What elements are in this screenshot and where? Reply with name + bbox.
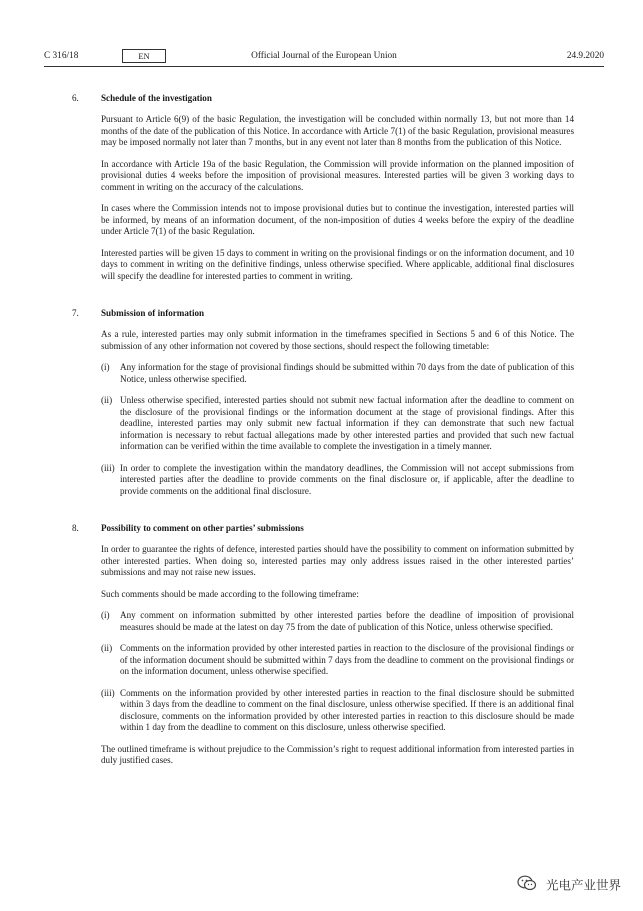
list-item-number: (iii) <box>101 687 115 698</box>
list-item-text: Comments on the information provided by other interested parties in reaction to the final disclosure should be submitted within 3 days from the deadline to comment on the final disclosure, unless otherwise specified. If there is an additional final disclosure, comments on the information provided by other interested parties in reaction to this disclosure should be made within 1 day from the deadline to comment on this disclosure, unless otherwise specified. <box>120 687 574 732</box>
list-item-text: Unless otherwise specified, interested parties should not submit new factual information after the deadline to comment on the disclosure of the provisional findings or the information document at the stage of provisional findings. After this deadline, interested parties may only submit new factual information if they can demonstrate that such new factual information is necessary to rebut factual allegations made by other interested parties and provided that such new factual information can be verified within the time available to complete the investigation in a timely manner. <box>120 395 574 451</box>
paragraph: In cases where the Commission intends not to impose provisional duties but to continue the investigation, interested parties will be informed, by means of an information document, of the non-imposition of duties 4 weeks before the expiry of the deadline under Article 7(1) of the basic Regulation. <box>101 203 574 236</box>
list-item-text: In order to complete the investigation within the mandatory deadlines, the Commission will not accept submissions from interested parties after the deadline to provide comments on the final disclosure or, if applicable, after the deadline to provide comments on the additional final disclosure. <box>120 462 574 496</box>
section-7 <box>44 308 574 497</box>
section-number: 8. <box>72 523 79 533</box>
list-item-text: Any comment on information submitted by other interested parties before the deadline of imposition of provisional measures should be made at the latest on day 75 from the date of publication of this Notice, unless otherwise specified. <box>120 610 574 632</box>
list-item <box>101 362 574 385</box>
paragraph: Pursuant to Article 6(9) of the basic Regulation, the investigation will be concluded within normally 13, but not more than 14 months of the date of the publication of this Notice. In accordance with Article 7(1) of the basic Regulation, provisional measures may be imposed normally not later than 7 months, but in any event not later than 8 months from the publication of this Notice. <box>101 114 574 147</box>
section-6 <box>44 93 574 282</box>
section-number: 6. <box>72 93 79 103</box>
section-title: Possibility to comment on other parties’ submissions <box>101 523 304 533</box>
list-item <box>101 463 574 498</box>
paragraph: As a rule, interested parties may only submit information in the timeframes specified in Sections 5 and 6 of this Notice. The submission of any other information not covered by those sections, should respect the following timetable: <box>101 329 574 351</box>
list-item <box>101 688 574 734</box>
list-item <box>101 610 574 633</box>
section-heading <box>44 93 574 107</box>
wechat-icon <box>517 875 537 896</box>
publication-date: 24.9.2020 <box>566 51 604 61</box>
paragraph: In order to guarantee the rights of defence, interested parties should have the possibility to comment on information submitted by other interested parties. When doing so, interested parties may only address issues raised in the other interested parties’ submissions and may not raise new issues. <box>101 544 574 577</box>
section-heading <box>44 523 574 537</box>
paragraph: Interested parties will be given 15 days to comment in writing on the provisional findings or on the information document, and 10 days to comment in writing on the definitive findings, unless otherwise specified. Where applicable, additional final disclosures will specify the deadline for interested parties to comment in writing. <box>101 247 574 281</box>
paragraph: Such comments should be made according to the following timeframe: <box>101 588 359 599</box>
page-header <box>44 49 604 63</box>
list-item-text: Comments on the information provided by other interested parties in reaction to the disclosure of the provisional findings or of the information document should be submitted within 7 days from the deadline to comment on the provisional findings or on the information document, unless otherwise specified. <box>120 643 574 676</box>
paragraph: In accordance with Article 19a of the basic Regulation, the Commission will provide information on the planned imposition of provisional duties 4 weeks before the imposition of provisional measures. Interested parties will be given 3 working days to comment in writing on the accuracy of the calculations. <box>101 158 574 192</box>
watermark-text: 光电产业世界 <box>545 877 621 893</box>
journal-title: Official Journal of the European Union <box>251 51 397 61</box>
header-divider <box>44 66 604 67</box>
section-number: 7. <box>72 308 79 318</box>
list-item-number: (iii) <box>101 462 115 473</box>
section-title: Submission of information <box>101 308 205 318</box>
paragraph: The outlined timeframe is without prejudice to the Commission’s right to request additional information from interested parties in duly justified cases. <box>101 743 574 765</box>
list-item <box>101 395 574 453</box>
list-item-text: Any information for the stage of provisional findings should be submitted within 70 days from the date of publication of this Notice, unless otherwise specified. <box>120 362 574 384</box>
list-item-number: (i) <box>101 610 110 620</box>
list-item-number: (ii) <box>101 643 113 653</box>
section-heading <box>44 308 574 322</box>
language-badge: EN <box>122 49 166 63</box>
source-watermark <box>517 875 621 893</box>
section-8 <box>44 523 574 767</box>
list-item-number: (i) <box>101 362 110 372</box>
list-item <box>101 643 574 678</box>
journal-reference: C 316/18 <box>44 51 79 61</box>
list-item-number: (ii) <box>101 395 113 405</box>
section-title: Schedule of the investigation <box>101 93 212 103</box>
document-body <box>44 93 574 793</box>
